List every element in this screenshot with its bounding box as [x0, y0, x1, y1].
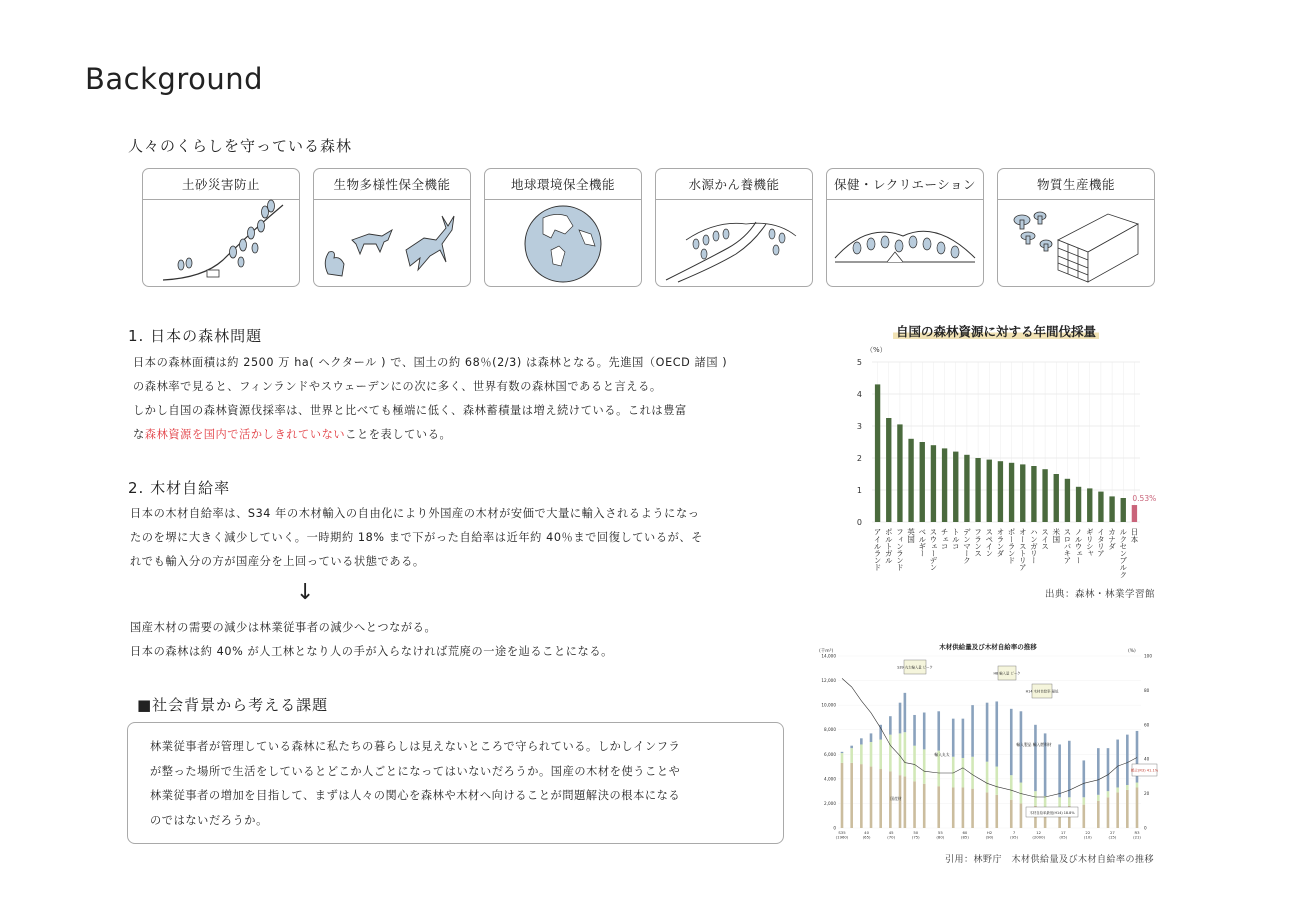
bar — [1087, 488, 1092, 522]
forest-functions-heading: 人々のくらしを守っている森林 — [128, 137, 353, 155]
stacked-bar-segment — [899, 733, 902, 775]
bar — [931, 445, 936, 522]
y-tick-label-right: 20 — [1144, 791, 1150, 797]
stacked-bar-segment — [1116, 740, 1119, 788]
section1-heading: 1. 日本の森林問題 — [128, 327, 263, 345]
series-label-imported-logs: 輸入丸太 — [934, 752, 950, 757]
y-axis-label: （%） — [866, 346, 887, 354]
y-tick-label: 0 — [856, 518, 862, 527]
x-tick-label: (90) — [985, 834, 994, 840]
y-tick-label: 4 — [856, 390, 862, 399]
x-tick-label: R3 — [1134, 830, 1140, 835]
stacked-bar-segment — [1126, 790, 1129, 828]
page-title: Background — [85, 62, 264, 96]
bar — [1020, 464, 1025, 522]
x-tick-label: スペイン — [984, 528, 994, 557]
note-line: 国産木材の需要の減少は林業従事者の減少へとつながる。 — [130, 621, 437, 634]
x-tick-label: カナダ — [1107, 528, 1117, 550]
x-tick-label: (2000) — [1032, 834, 1045, 840]
stacked-bar-segment — [923, 784, 926, 828]
bar — [875, 384, 880, 522]
x-tick-label: ギリシャ — [1085, 528, 1095, 557]
stacked-bar-segment — [937, 711, 940, 750]
function-card-global-environment — [484, 168, 642, 287]
stacked-bar-segment — [962, 719, 965, 758]
x-tick-label: (05) — [1059, 834, 1068, 840]
function-card-production — [997, 168, 1155, 287]
stacked-bar-segment — [1020, 803, 1023, 828]
stacked-bar-segment — [1034, 791, 1037, 806]
x-tick-label: ポルトガル — [884, 528, 894, 564]
x-tick-label: スロバキア — [1062, 528, 1072, 564]
stacked-bar-segment — [986, 703, 989, 762]
bar — [1132, 505, 1137, 522]
stacked-bar-segment — [1107, 791, 1110, 797]
stacked-bar-segment — [870, 742, 873, 767]
highlight-text: 森林資源を国内で活かしきれていない — [144, 428, 346, 441]
x-tick-label: 45 — [888, 830, 894, 835]
section2-heading: 2. 木材自給率 — [128, 479, 231, 497]
x-tick-label: S35 — [838, 830, 846, 835]
y-tick-label: 12,000 — [821, 678, 836, 684]
y-tick-label-right: 40 — [1144, 756, 1150, 762]
stacked-bar-segment — [995, 795, 998, 828]
stacked-bar-segment — [860, 744, 863, 764]
section1-line — [133, 423, 813, 447]
stacked-bar-segment — [913, 715, 916, 746]
stacked-bar-segment — [913, 781, 916, 828]
y-tick-label: 5 — [856, 358, 862, 367]
x-tick-label: イタリア — [1096, 528, 1106, 557]
x-tick-label: 60 — [962, 830, 968, 835]
chart1-title: 自国の森林資源に対する年間伐採量 — [893, 324, 1099, 339]
annotation-text: H14 木材自給率 最低 — [1025, 689, 1059, 694]
bar — [975, 458, 980, 522]
issue-line: 林業従事者が管理している森林に私たちの暮らしは見えないところで守られている。しかしインフラ — [150, 740, 681, 753]
x-tick-label: オランダ — [995, 528, 1005, 557]
issue-text — [150, 735, 763, 833]
y-tick-label: 6,000 — [824, 751, 836, 757]
stacked-bar-segment — [1136, 783, 1139, 788]
bar — [886, 418, 891, 522]
y-tick-label-right: 100 — [1144, 653, 1152, 659]
stacked-bar-segment — [1097, 795, 1100, 801]
bar — [897, 424, 902, 522]
y-tick-label: 14,000 — [821, 653, 836, 659]
y-tick-label: 4,000 — [824, 776, 836, 782]
timber-production-icon — [998, 200, 1153, 286]
issue-line: 林業従事者の増加を目指して、まずは人々の関心を森林や木材へ向けることが問題解決の根本になる — [150, 789, 681, 802]
bar — [1098, 492, 1103, 522]
y-tick-label: 8,000 — [824, 727, 836, 733]
y-tick-label-right: 0 — [1144, 825, 1147, 831]
stacked-bar-segment — [995, 701, 998, 766]
down-arrow-icon: ↓ — [296, 580, 315, 605]
stacked-bar-segment — [952, 787, 955, 828]
x-tick-label: 12 — [1036, 830, 1042, 835]
x-tick-label: スイス — [1040, 528, 1050, 550]
function-card-water-source — [655, 168, 813, 287]
stacked-bar-segment — [841, 763, 844, 828]
bar — [1076, 487, 1081, 522]
stacked-bar-segment — [860, 764, 863, 828]
stacked-bar-segment — [971, 789, 974, 828]
function-label: 生物多様性保全機能 — [314, 169, 470, 200]
x-tick-label: (10) — [1083, 834, 1092, 840]
x-tick-label: 50 — [913, 830, 919, 835]
stacked-bar-segment — [850, 746, 853, 748]
stacked-bar-segment — [952, 757, 955, 788]
chart2-source: 引用：林野庁 木材供給量及び木材自給率の推移 — [945, 855, 1155, 865]
stacked-bar-segment — [1136, 787, 1139, 828]
text-segment: な — [133, 428, 145, 441]
section2-line: たのを堺に大きく減少していく。一時期約 18% まで下がった自給率は近年約 40％まで回復しているが、そ — [130, 531, 703, 544]
section1-line: 日本の森林面積は約 2500 万 ha( ヘクタール ) で、国土の約 68％(2/3) は森林となる。先進国（OECD 諸国 ) — [133, 356, 728, 369]
y-tick-label-right: 80 — [1144, 687, 1150, 693]
bar — [1121, 498, 1126, 522]
x-tick-label: (95) — [1010, 834, 1018, 840]
chart1-source: 出典：森林・林業学習館 — [1045, 589, 1156, 600]
annotation-text: H8 輸入量 ピーク — [993, 671, 1021, 676]
stacked-bar-segment — [860, 738, 863, 744]
x-tick-label: 日本 — [1129, 528, 1139, 543]
stacked-bar-segment — [870, 767, 873, 828]
stacked-bar-segment — [1126, 735, 1129, 785]
chart1-title-wrap — [893, 321, 1099, 340]
y-axis-label-right: (%) — [1128, 649, 1136, 654]
stacked-bar-segment — [899, 775, 902, 828]
chart2-title: 木材供給量及び木材自給率の推移 — [939, 643, 1037, 651]
x-tick-label: (80) — [936, 834, 945, 840]
stacked-bar-segment — [899, 703, 902, 734]
globe-icon — [485, 200, 640, 286]
stacked-bar-segment — [1083, 805, 1086, 828]
self-sufficiency-line — [842, 678, 1137, 797]
x-tick-label: (65) — [862, 834, 871, 840]
stacked-bar-segment — [913, 746, 916, 782]
bar — [953, 452, 958, 522]
x-tick-label: フィンランド — [895, 528, 905, 571]
stacked-bar-segment — [986, 762, 989, 793]
stacked-bar-segment — [1116, 792, 1119, 828]
x-tick-label: (70) — [887, 834, 896, 840]
annotation-text: 鶴立(R3) 41.1% — [1130, 768, 1159, 773]
stacked-bar-segment — [879, 769, 882, 828]
x-tick-label: オーストリア — [1018, 528, 1028, 571]
section1-body — [133, 351, 813, 447]
stacked-bar-segment — [1083, 760, 1086, 797]
stacked-bar-segment — [1044, 796, 1047, 808]
annotation-text: 木材自給率最低(H14) 18.8% — [1029, 811, 1075, 815]
y-tick-label: 3 — [856, 422, 862, 431]
series-label-domestic: 国産材 — [890, 796, 902, 801]
stacked-bar-segment — [995, 767, 998, 795]
note-line: 日本の森林は約 40% が人工林となり人の手が入らなければ荒廃の一途を辿ることになる。 — [130, 645, 613, 658]
y-tick-label: 0 — [833, 825, 836, 831]
x-tick-label: (75) — [911, 834, 920, 840]
bar — [998, 461, 1003, 522]
y-tick-label: 1 — [856, 486, 862, 495]
function-card-landslide — [142, 168, 300, 287]
y-tick-label: 10,000 — [821, 702, 836, 708]
bar — [1009, 463, 1014, 522]
function-label: 保健・レクリエーション — [827, 169, 983, 200]
function-label: 土砂災害防止 — [143, 169, 299, 200]
stacked-bar-segment — [923, 749, 926, 783]
x-tick-label: ノルウェー — [1074, 528, 1084, 564]
stacked-bar-segment — [962, 787, 965, 828]
x-tick-label: デンマーク — [962, 528, 972, 564]
stacked-bar-segment — [879, 740, 882, 769]
x-tick-label: 英国 — [906, 528, 916, 543]
function-label: 地球環境保全機能 — [485, 169, 641, 200]
x-tick-label: 27 — [1109, 830, 1115, 835]
function-card-recreation — [826, 168, 984, 287]
bar — [987, 460, 992, 522]
bar — [920, 442, 925, 522]
text-segment: ことを表している。 — [345, 428, 452, 441]
stacked-bar-segment — [1068, 797, 1071, 806]
issue-box — [127, 722, 784, 844]
stacked-bar-segment — [850, 748, 853, 763]
x-tick-label: (21) — [1133, 834, 1141, 840]
function-label: 水源かん養機能 — [656, 169, 812, 200]
stacked-bar-segment — [1068, 741, 1071, 798]
issue-line: が整った場所で生活をしているとどこか人ごとになってはいないだろうか。国産の木材を使うことや — [150, 764, 681, 778]
stacked-bar-segment — [1107, 748, 1110, 791]
series-label-imported-products: 輸入製品 輸入燃料材 — [1016, 742, 1052, 747]
x-tick-label: アイルランド — [873, 528, 883, 571]
annotation-text: S39 丸太輸入量 ピーク — [897, 665, 933, 670]
x-tick-label: 17 — [1060, 830, 1066, 835]
stacked-bar-segment — [889, 716, 892, 734]
stacked-bar-segment — [971, 705, 974, 757]
section2-notes — [130, 616, 810, 664]
stacked-bar-segment — [971, 757, 974, 789]
function-label: 物質生産機能 — [998, 169, 1154, 200]
x-tick-label: (85) — [961, 834, 969, 840]
function-card-biodiversity — [313, 168, 471, 287]
stacked-bar-segment — [1126, 785, 1129, 790]
stacked-bar-segment — [937, 786, 940, 828]
x-tick-label: ハンガリー — [1029, 528, 1039, 564]
harvest-rate-chart — [850, 340, 1157, 580]
stacked-bar-segment — [870, 733, 873, 742]
x-tick-label: 40 — [864, 830, 870, 835]
stacked-bar-segment — [1107, 797, 1110, 828]
stacked-bar-segment — [1010, 800, 1013, 828]
stacked-bar-segment — [1010, 709, 1013, 775]
stacked-bar-segment — [1097, 801, 1100, 828]
section1-line: の森林率で見ると、フィンランドやスウェーデンにの次に多く、世界有数の森林国であると言える。 — [133, 380, 662, 393]
x-tick-label: 米国 — [1051, 528, 1061, 543]
stacked-bar-segment — [904, 693, 907, 732]
wildlife-icon — [314, 200, 469, 286]
stacked-bar-segment — [904, 732, 907, 776]
section2-line: 日本の木材自給率は、S34 年の木材輸入の自由化により外国産の木材が安価で大量に輸入されるようになっ — [130, 507, 700, 520]
recreation-icon — [827, 200, 982, 286]
stacked-bar-segment — [850, 763, 853, 828]
stacked-bar-segment — [1083, 797, 1086, 804]
x-tick-label: スウェーデン — [928, 528, 938, 571]
x-tick-label: 22 — [1085, 830, 1091, 835]
bar — [942, 448, 947, 522]
stacked-bar-segment — [1058, 797, 1061, 807]
section3-heading: ■社会背景から考える課題 — [137, 696, 329, 714]
bar — [1042, 469, 1047, 522]
bar — [1031, 466, 1036, 522]
bar — [908, 439, 913, 522]
x-tick-label: チェコ — [940, 528, 950, 550]
stacked-bar-segment — [986, 792, 989, 828]
stacked-bar-segment — [1097, 748, 1100, 795]
data-label: 0.53% — [1132, 494, 1157, 504]
stacked-bar-segment — [1010, 775, 1013, 800]
bar — [1065, 479, 1070, 522]
x-tick-label: (15) — [1108, 834, 1117, 840]
x-tick-label: H2 — [986, 830, 993, 835]
stacked-bar-segment — [904, 776, 907, 828]
bar — [964, 455, 969, 522]
x-tick-label: ルクセンブルク — [1118, 528, 1128, 578]
stacked-bar-segment — [923, 713, 926, 750]
water-source-icon — [656, 200, 811, 286]
y-tick-label-right: 60 — [1144, 722, 1150, 728]
stacked-bar-segment — [962, 758, 965, 787]
x-tick-label: 7 — [1012, 830, 1016, 835]
bar — [1054, 474, 1059, 522]
section1-line: しかし自国の森林資源伐採率は、世界と比べても極端に低く、森林蓄積量は増え続けている。これは豊富 — [133, 404, 687, 417]
landslide-prevention-icon — [143, 200, 298, 286]
forest-function-cards — [142, 168, 1157, 289]
stacked-bar-segment — [841, 753, 844, 763]
y-tick-label: 2 — [856, 454, 862, 463]
stacked-bar-segment — [1116, 787, 1119, 792]
x-tick-label: トルコ — [951, 528, 961, 550]
section2-line: れでも輸入分の方が国産分を上回っている状態である。 — [130, 555, 425, 568]
stacked-bar-segment — [1034, 725, 1037, 791]
stacked-bar-segment — [952, 719, 955, 757]
issue-line: のではないだろうか。 — [150, 813, 268, 827]
stacked-bar-segment — [841, 752, 844, 753]
x-tick-label: ベルギー — [917, 528, 927, 557]
stacked-bar-segment — [1058, 744, 1061, 797]
x-tick-label: (1960) — [835, 834, 849, 840]
x-tick-label: フランス — [973, 528, 983, 557]
x-tick-label: 55 — [937, 830, 943, 835]
y-axis-label: (千m³) — [819, 649, 834, 654]
section2-body — [130, 502, 810, 574]
x-tick-label: ポーランド — [1007, 528, 1017, 564]
timber-supply-chart — [816, 640, 1161, 850]
bar — [1109, 496, 1114, 522]
stacked-bar-segment — [889, 735, 892, 772]
y-tick-label: 2,000 — [824, 800, 836, 806]
